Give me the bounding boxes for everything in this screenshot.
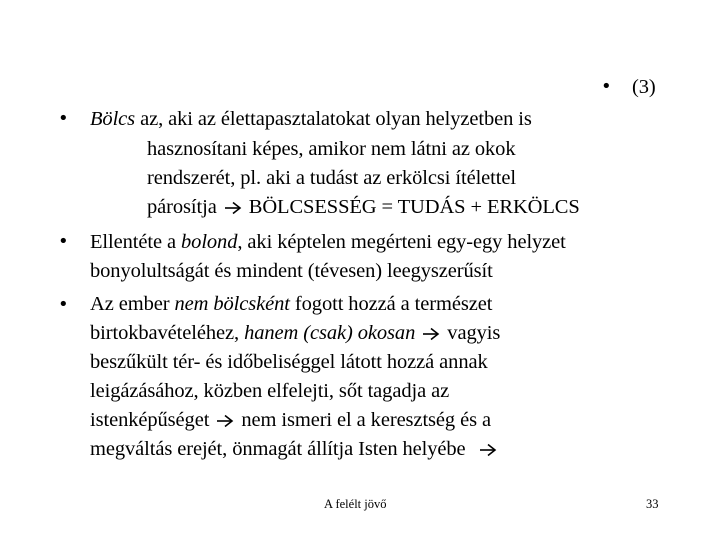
bullet-3-line-4: leigázásához, közben elfelejti, sőt tagadja az <box>90 380 450 402</box>
nem-bolcskent-italic: nem bölcsként <box>174 293 290 315</box>
bullet-2-line-1 <box>90 232 566 253</box>
text-span: Ellentéte a <box>90 231 182 253</box>
bullet-3-line-3: beszűkült tér- és időbeliséggel látott hozzá annak <box>90 351 488 373</box>
hanem-csak-okosan-italic: hanem (csak) okosan <box>244 322 416 344</box>
bullet-1-line-3: rendszerét, pl. aki a tudást az erkölcsi ítélettel <box>147 167 516 189</box>
bullet-dot-icon: • <box>58 231 69 252</box>
right-arrow-icon <box>479 443 497 457</box>
bullet-1-line-4 <box>147 197 580 218</box>
text-span: Az ember <box>90 293 175 315</box>
top-bullet-text: (3) <box>632 76 656 98</box>
bullet-dot-icon: • <box>58 108 69 129</box>
bullet-3-line-5 <box>90 410 491 431</box>
text-span: vagyis <box>447 322 501 344</box>
bullet-2-line-2: bonyolultságát és mindent (tévesen) leegyszerűsít <box>90 260 493 282</box>
text-span: istenképűséget <box>90 409 210 431</box>
right-arrow-icon <box>422 327 440 341</box>
right-arrow-icon <box>216 414 234 428</box>
footer-title: A felélt jövő <box>324 497 387 511</box>
text-span: nem ismeri el a keresztség és a <box>241 409 491 431</box>
text-span: párosítja <box>147 196 217 218</box>
right-arrow-icon <box>224 201 242 215</box>
text-span: BÖLCSESSÉG = TUDÁS + ERKÖLCS <box>248 196 580 218</box>
text-span: birtokbavételéhez, <box>90 322 245 344</box>
bolcs-italic: Bölcs <box>90 108 136 130</box>
bullet-3-line-1 <box>90 294 492 315</box>
bullet-dot-icon: • <box>58 294 69 315</box>
page-number: 33 <box>646 497 659 511</box>
bullet-1-line-1 <box>90 109 532 130</box>
bullet-3-line-6 <box>90 439 499 460</box>
bullet-1-line-2: hasznosítani képes, amikor nem látni az okok <box>147 138 516 160</box>
text-span: megváltás erejét, önmagát állítja Isten helyébe <box>90 438 466 460</box>
bullet-3-line-2 <box>90 323 500 344</box>
bolond-italic: bolond <box>181 231 238 253</box>
bullet-dot-icon: • <box>601 76 612 97</box>
text-span: fogott hozzá a természet <box>289 293 493 315</box>
text-span: , aki képtelen megérteni egy-egy helyzet <box>237 231 566 253</box>
text-span: az, aki az élettapasztalatokat olyan helyzetben is <box>135 108 532 130</box>
